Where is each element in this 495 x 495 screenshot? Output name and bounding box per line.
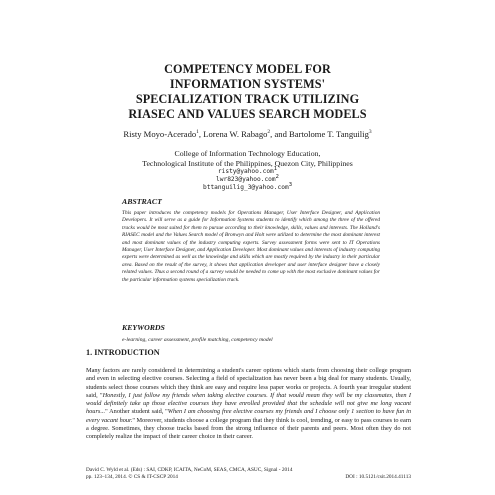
footer-line: David C. Wyld et al. (Eds) : SAI, CDKP, ICAITA, NeCoM, SEAS, CMCA, ASUC, Signal - 2014 — [86, 467, 293, 473]
title-line: COMPETENCY MODEL FOR — [164, 62, 331, 76]
email-mark: 3 — [288, 181, 292, 188]
email-address: bttanguilig_3@yahoo.com — [203, 183, 289, 191]
title-line: INFORMATION SYSTEMS' — [169, 77, 326, 91]
author-name: Risty Moyo-Acerado — [123, 129, 197, 139]
footer-pages: pp. 123–134, 2014. © CS & IT-CSCP 2014 — [86, 473, 178, 480]
email-address: risty@yahoo.com — [217, 168, 274, 175]
paper-title — [60, 62, 435, 122]
page-footer — [86, 467, 411, 481]
section-heading: 1. INTRODUCTION — [86, 348, 160, 357]
intro-quote: Honestly, I just follow my friends when taking elective courses. If that would mean they will be my classmates, then I would definitely take up those elective courses they have enrolled provided that the schedule will not give me long vacant hours... — [86, 391, 411, 416]
email-line — [60, 165, 435, 176]
affiliation-line: Technological Institute of the Philippines, Quezon City, Philippines — [142, 158, 353, 168]
author-mark: 2 — [267, 129, 271, 136]
intro-quote: When I am choosing free elective courses my friends and I choose only 1 section to have fun in every vacant hour. — [86, 408, 412, 424]
intro-text: " Another student said, " — [105, 408, 168, 416]
intro-paragraph — [86, 367, 411, 441]
affiliation-line: College of Information Technology Education, — [174, 149, 321, 158]
title-line: RIASEC AND VALUES SEARCH MODELS — [128, 107, 367, 121]
email-line — [60, 173, 435, 184]
abstract-heading: ABSTRACT — [122, 197, 162, 206]
abstract-text: This paper introduces the competency models for Operations Manager, User Interface Designer, and Application Developers. It will serve as a guide for Information Systems students to identify which among the three of the offered tracks would be most suited for them to pursue according to their knowledge, skills, values and interests. The Holland's RIASEC model and the Values Search model of Bronwyn and Holt were utilized to determine the most dominant interest and most dominant values of the industry computing experts. Survey assessment forms were sent to IT Operations Manager, User Interface Designer, and Application Developer. Most dominant values and interests of industry computing experts were determined as well as the knowledge and skills which are mostly required by the industry in their particular area. Based on the result of the survey, it shows that application developer and user interface designer have a closely related values. Thus a second round of a survey would be needed to come up with the most exclusive dominant values for the particular information systems specialization track. — [122, 210, 380, 283]
email-address: lwr823@yahoo.com — [216, 175, 276, 183]
author-mark: 3 — [368, 129, 372, 136]
email-list — [60, 165, 435, 191]
keywords-heading: KEYWORDS — [122, 323, 165, 332]
email-mark: 2 — [275, 173, 279, 180]
keywords-text: e-learning, career assessment, profile matching, competency model — [122, 337, 273, 343]
email-line — [60, 181, 435, 192]
author-mark: 1 — [196, 129, 199, 136]
email-mark: 1 — [273, 165, 278, 172]
author-list — [60, 129, 435, 139]
author-name: Lorena W. Rabago — [203, 129, 268, 139]
author-separator: , — [198, 129, 204, 139]
title-line: SPECIALIZATION TRACK UTILIZING — [135, 92, 360, 106]
footer-row — [86, 474, 411, 481]
intro-text: Many factors are rarely considered in determining a student's career options which starts from choosing their college program and even in selecting elective courses. Selecting a field of specialization has never been a big deal for many students. Usually, students select those courses which they think are easy and require less paper works or projects. A fourth year irregular student said, " — [86, 367, 411, 399]
intro-text: " Moreover, students choose a college program that they think is cool, trending, or easy to pass courses to earn a degree. Sometimes, they choose tracks based from the strong influence of their parents and peers. Most often they do not completely realize the impact of their career choice in their career. — [86, 416, 411, 440]
author-separator: , and — [270, 129, 290, 139]
author-name: Bartolome T. Tanguilig — [289, 129, 369, 139]
affiliation — [60, 149, 435, 168]
footer-doi: DOI : 10.5121/csit.2014.41113 — [345, 473, 411, 480]
